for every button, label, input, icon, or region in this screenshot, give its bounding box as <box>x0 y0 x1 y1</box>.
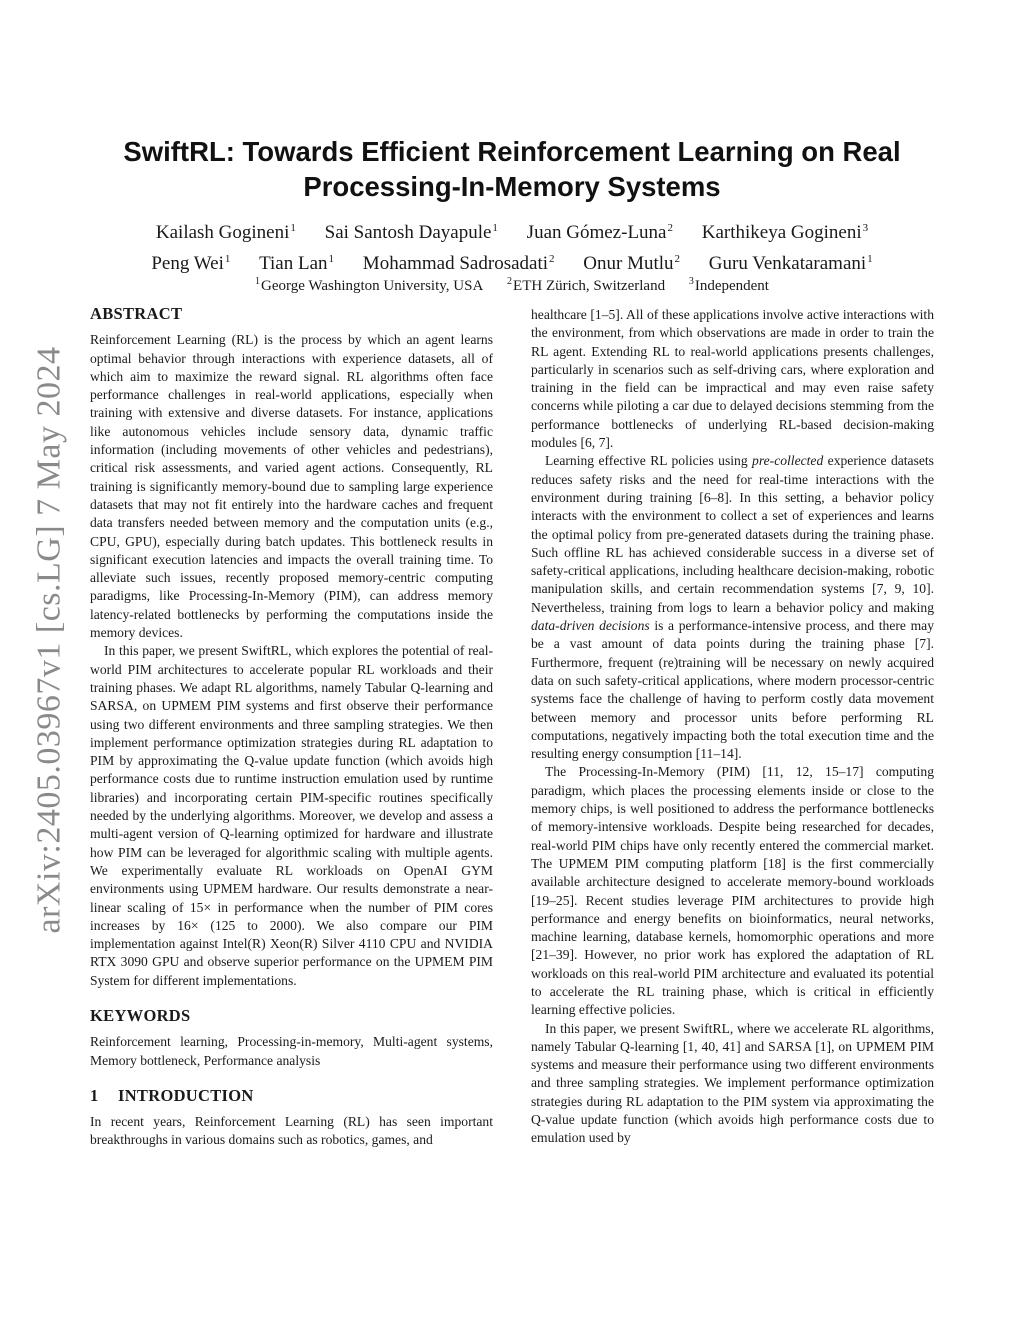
emphasis: data-driven decisions <box>531 618 650 634</box>
intro-paragraph: healthcare [1–5]. All of these applications involve active interactions with the environment, from which observations are made in order to train the RL agent. Extending RL to real-world applications presents challenges, particularly in scenarios such as self-driving cars, where exploration and training in the field can be impractical and may even raise safety concerns while piloting a car due to delayed decisions stemming from the performance bottlenecks of underlying RL-based decision-making modules [6, 7]. <box>531 307 934 451</box>
arxiv-id: arXiv:2405.03967v1 [cs.LG] 7 May 2024 <box>30 346 68 934</box>
affiliation: $^2$ETH Zürich, Switzerland <box>507 276 666 294</box>
author: Tian Lan$^1$ <box>259 253 335 274</box>
intro-paragraph: Learning effective RL policies using pre-collected experience datasets reduces safety risks and the need for real-time interactions with the environment during training [6–8]. In this setting, a behavior policy interacts with the environment to collect a set of experiences and learns the optimal policy from pre-generated datasets during the training phase. Such offline RL has achieved considerable success in a diverse set of safety-critical applications, including healthcare decision-making, robotic manipulation skills, and certain recommendation systems [7, 9, 10]. Nevertheless, training from logs to learn a behavior policy and making data-driven decisions is a performance-intensive process, and there may be a vast amount of data points during the training phase [7]. Furthermore, frequent (re)training will be necessary on newly acquired data on such safety-critical applications, where modern processor-centric systems face the challenge of having to perform costly data movement between memory and processor units before performing RL computations, negatively impacting both the total execution time and the resulting energy consumption [11–14]. <box>531 453 934 762</box>
affiliation: $^1$George Washington University, USA <box>255 276 484 294</box>
author: Peng Wei$^1$ <box>151 253 231 274</box>
author-list <box>90 215 934 277</box>
author: Sai Santosh Dayapule$^1$ <box>324 222 498 243</box>
section-number: 1 <box>90 1085 99 1105</box>
emphasis: pre-collected <box>752 453 824 469</box>
left-column <box>90 305 493 1150</box>
author-row-1 <box>90 215 934 246</box>
arxiv-stamp <box>20 346 78 934</box>
paper-title <box>90 134 934 204</box>
author: Kailash Gogineni$^1$ <box>155 222 296 243</box>
keywords-text: Reinforcement learning, Processing-in-memory, Multi-agent systems, Memory bottleneck, Performance analysis <box>90 1034 493 1068</box>
affiliation: $^3$Independent <box>688 276 769 294</box>
abstract-paragraph: Reinforcement Learning (RL) is the process by which an agent learns optimal behavior through interactions with experience datasets, all of which aim to maximize the reward signal. RL algorithms often face performance challenges in real-world applications, especially when training with extensive and diverse datasets. For instance, applications like autonomous vehicles include sensory data, dynamic traffic information (including movements of other vehicles and pedestrians), critical risk assessments, and varied agent actions. Consequently, RL training is significantly memory-bound due to sampling large experience datasets that may not fit entirely into the hardware caches and frequent data transfers needed between memory and the computation units (e.g., CPU, GPU), especially during batch updates. This bottleneck results in significant execution latencies and impacts the overall training time. To alleviate such issues, recently proposed memory-centric computing paradigms, like Processing-In-Memory (PIM), can address memory latency-related bottlenecks by performing the computations inside the memory devices. <box>90 332 493 641</box>
abstract-paragraph: In this paper, we present SwiftRL, which explores the potential of real-world PIM architectures to accelerate popular RL workloads and their training phases. We adapt RL algorithms, namely Tabular Q-learning and SARSA, on UPMEM PIM systems and first observe their performance using two different environments and three sampling strategies. We then implement performance optimization strategies during RL adaptation to PIM by approximating the Q-value update function (which avoids high performance costs due to runtime instruction emulation used by runtime libraries) and incorporating certain PIM-specific routines specifically needed by the underlying algorithms. Moreover, we develop and assess a multi-agent version of Q-learning optimized for hardware and illustrate how PIM can be leveraged for algorithmic scaling with multiple agents. We experimentally evaluate RL workloads on OpenAI GYM environments using UPMEM hardware. Our results demonstrate a near-linear scaling of 15× in performance when the number of PIM cores increases by 16× (125 to 2000). We also compare our PIM implementation against Intel(R) Xeon(R) Silver 4110 CPU and NVIDIA RTX 3090 GPU and observe superior performance on the UPMEM PIM System for different implementations. <box>90 643 493 988</box>
intro-paragraph: The Processing-In-Memory (PIM) [11, 12, 15–17] computing paradigm, which places the processing elements inside or close to the memory chips, is well positioned to address the performance bottlenecks of memory-intensive workloads. Despite being researched for decades, real-world PIM chips have only recently entered the commercial market. The UPMEM PIM computing platform [18] is the first commercially available architecture designed to accelerate memory-bound workloads [19–25]. Recent studies leverage PIM architectures to provide high performance and energy benefits on bioinformatics, neural networks, machine learning, database kernels, homomorphic operations and more [21–39]. However, no prior work has explored the adaptation of RL workloads on this real-world PIM architecture and evaluated its potential to accelerate the RL training phase, which is critical in efficiently learning effective policies. <box>531 764 934 1018</box>
author: Guru Venkataramani$^1$ <box>708 253 873 274</box>
author: Onur Mutlu$^2$ <box>583 253 681 274</box>
intro-paragraph: In recent years, Reinforcement Learning (RL) has seen important breakthroughs in various domains such as robotics, games, and <box>90 1114 493 1148</box>
abstract-heading: ABSTRACT <box>90 304 183 323</box>
author: Karthikeya Gogineni$^3$ <box>701 222 869 243</box>
title-line-1: SwiftRL: Towards Efficient Reinforcement Learning on Real <box>123 136 901 167</box>
affiliations <box>90 271 934 297</box>
author: Juan Gómez-Luna$^2$ <box>526 222 673 243</box>
keywords-heading: KEYWORDS <box>90 1005 191 1025</box>
intro-paragraph: In this paper, we present SwiftRL, where we accelerate RL algorithms, namely Tabular Q-learning [1, 40, 41] and SARSA [1], on UPMEM PIM systems and measure their performance using two different environments and three sampling strategies. We implement performance optimization strategies during RL adaptation to the PIM system via approximating the Q-value update function (which avoids high performance costs due to emulation used by <box>531 1020 934 1146</box>
author: Mohammad Sadrosadati$^2$ <box>362 253 555 274</box>
title-line-2: Processing-In-Memory Systems <box>303 171 721 202</box>
right-column <box>531 306 934 1148</box>
section-title: INTRODUCTION <box>118 1085 254 1105</box>
introduction-heading <box>90 1087 493 1105</box>
